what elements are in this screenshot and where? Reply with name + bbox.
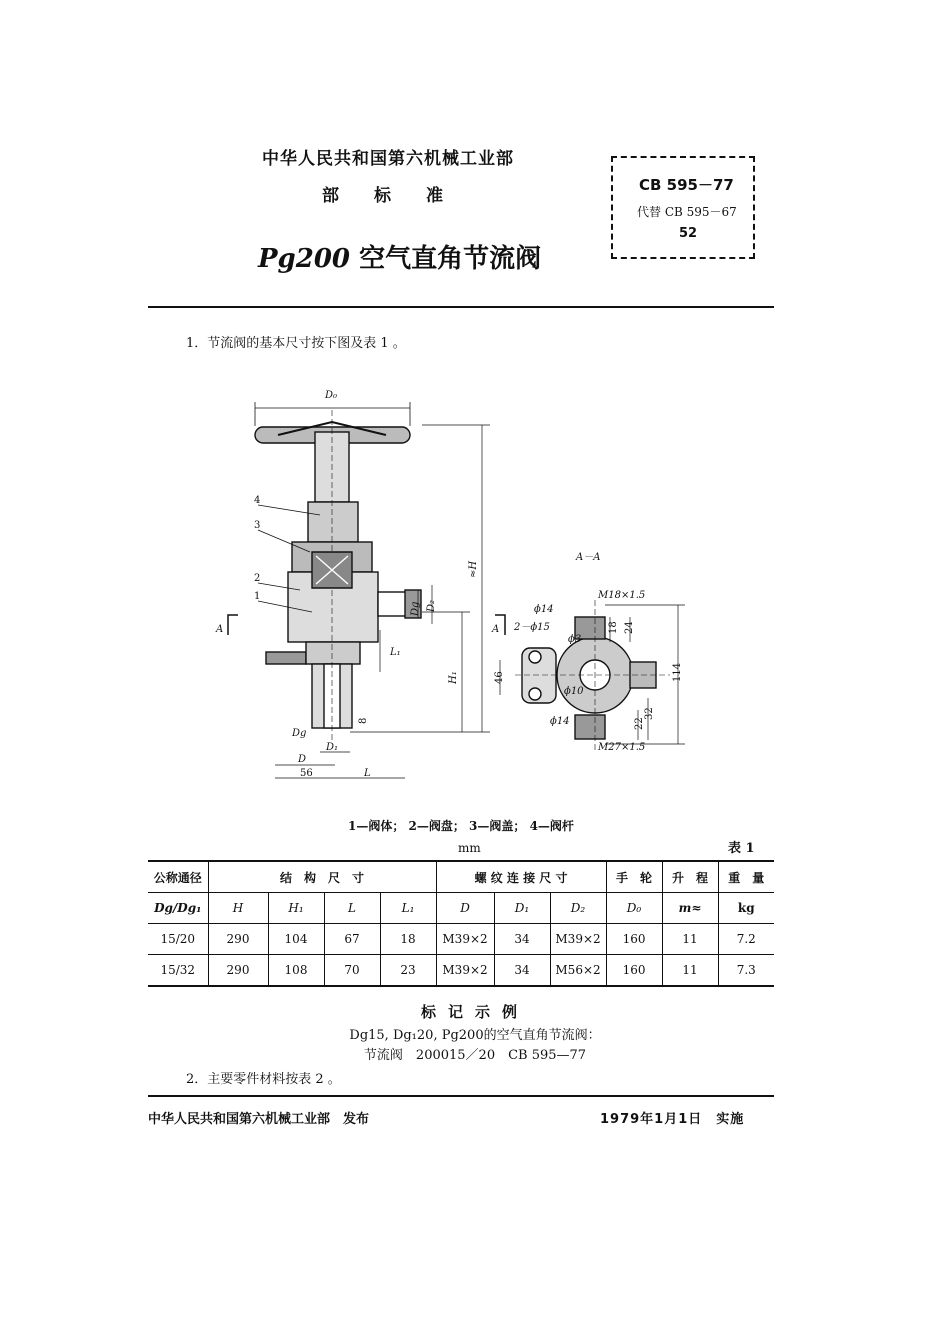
cell: 108 — [268, 955, 324, 987]
cell: 7.2 — [718, 924, 774, 955]
part-label-3: 3 — [254, 520, 261, 531]
standard-type — [322, 181, 478, 206]
cell: 11 — [662, 955, 718, 987]
part-label-4: 4 — [254, 495, 261, 506]
cell: M39×2 — [436, 924, 494, 955]
valve-body — [266, 410, 421, 740]
header-handwheel: 手 轮 — [606, 861, 662, 893]
table-row — [148, 955, 774, 987]
table-label: 表 1 — [728, 841, 755, 856]
header-nominal: 公称通径 — [148, 861, 208, 893]
cell: 7.3 — [718, 955, 774, 987]
subheader-l1: L₁ — [380, 893, 436, 924]
cell: 18 — [380, 924, 436, 955]
cell: 70 — [324, 955, 380, 987]
dim-h1: H₁ — [448, 671, 459, 684]
cell: 34 — [494, 924, 550, 955]
header-weight: 重 量 — [718, 861, 774, 893]
standard-number: 52 — [679, 226, 698, 241]
subheader-h: H — [208, 893, 268, 924]
marking-example-line-1: Dg15, Dg₁20, Pg200的空气直角节流阀： — [349, 1028, 601, 1043]
section-2-text: 2．主要零件材料按表 2 。 — [186, 1072, 341, 1087]
table-unit: mm — [458, 841, 481, 855]
section-1-text: 1．节流阀的基本尺寸按下图及表 1 。 — [186, 336, 406, 351]
dim-24: 24 — [624, 621, 635, 634]
cell: 160 — [606, 924, 662, 955]
table-row — [148, 924, 774, 955]
dim-h-approx: ≈H — [468, 560, 479, 578]
header-rule — [148, 306, 774, 308]
dim-114: 114 — [672, 662, 683, 682]
document-title — [258, 238, 541, 275]
dim-32: 32 — [644, 707, 655, 720]
part-label-1: 1 — [254, 591, 261, 602]
subheader-d0: D₀ — [606, 893, 662, 924]
dim-phi14-bottom: ϕ14 — [550, 716, 570, 727]
header-lift: 升 程 — [662, 861, 718, 893]
publisher: 中华人民共和国第六机械工业部 发布 — [148, 1112, 370, 1127]
standard-type-char-2: 标 — [374, 186, 391, 206]
cell: M56×2 — [550, 955, 606, 987]
dim-m18: M18×1.5 — [598, 590, 646, 601]
subheader-weight: kg — [718, 893, 774, 924]
dim-phi14-top: ϕ14 — [534, 604, 554, 615]
dim-56: 56 — [300, 768, 313, 779]
cell: 15/32 — [148, 955, 208, 987]
dim-8: 8 — [358, 717, 369, 724]
dim-phi10: ϕ10 — [564, 686, 584, 697]
dim-46: 46 — [494, 671, 505, 684]
standard-code: CB 595－77 — [639, 176, 734, 194]
standard-type-char-1: 部 — [322, 186, 339, 206]
cell: M39×2 — [436, 955, 494, 987]
title-main: 空气直角节流阀 — [359, 244, 542, 274]
dim-l: L — [364, 768, 371, 779]
subheader-d2: D₂ — [550, 893, 606, 924]
cell: 11 — [662, 924, 718, 955]
subheader-lift: m≈ — [662, 893, 718, 924]
marking-example-title: 标记示例 — [420, 1003, 529, 1021]
dim-l1: L₁ — [390, 647, 401, 658]
subheader-d: D — [436, 893, 494, 924]
dim-d: D — [298, 754, 307, 765]
section-mark-right: A — [492, 624, 500, 635]
subheader-h1: H₁ — [268, 893, 324, 924]
section-title: A－A — [576, 552, 601, 563]
dim-d0: D₀ — [325, 390, 338, 401]
cell: 23 — [380, 955, 436, 987]
marking-example-line-2: 节流阀 200015／20 CB 595—77 — [363, 1048, 587, 1063]
dim-dg-bottom: Dg — [292, 728, 307, 739]
subheader-l: L — [324, 893, 380, 924]
dim-dg: Dg — [410, 601, 421, 616]
replaces-code: 代替 CB 595－67 — [637, 205, 737, 219]
dim-phi3: ϕ3 — [568, 634, 582, 645]
dim-d2: D₂ — [426, 599, 437, 612]
valve-drawing — [200, 380, 710, 800]
cell: 67 — [324, 924, 380, 955]
subheader-nominal: Dg/Dg₁ — [148, 893, 208, 924]
section-mark-left: A — [216, 624, 224, 635]
cell: M39×2 — [550, 924, 606, 955]
cell: 160 — [606, 955, 662, 987]
ministry-header: 中华人民共和国第六机械工业部 — [262, 149, 514, 169]
header-thread: 螺 纹 连 接 尺 寸 — [436, 861, 606, 893]
footer-rule — [148, 1095, 774, 1097]
standard-code-box — [611, 156, 755, 259]
cell: 290 — [208, 955, 268, 987]
cell: 34 — [494, 955, 550, 987]
table-group-header-row — [148, 861, 774, 893]
dim-m27: M27×1.5 — [598, 742, 646, 753]
dim-18: 18 — [608, 621, 619, 634]
dimension-table — [148, 860, 774, 987]
title-pressure-class: Pg200 — [258, 244, 351, 274]
parts-legend: 1—阀体； 2—阀盘； 3—阀盖； 4—阀杆 — [348, 819, 574, 833]
standard-type-char-3: 准 — [426, 186, 443, 206]
effective-date: 1979年1月1日 实施 — [600, 1112, 745, 1127]
cell: 290 — [208, 924, 268, 955]
header-structure: 结 构 尺 寸 — [208, 861, 436, 893]
subheader-d1: D₁ — [494, 893, 550, 924]
cell: 104 — [268, 924, 324, 955]
dim-d1: D₁ — [326, 742, 339, 753]
dim-22: 22 — [634, 717, 645, 730]
table-sub-header-row — [148, 893, 774, 924]
dim-phi15: 2－ϕ15 — [514, 622, 550, 633]
part-label-2: 2 — [254, 573, 261, 584]
cell: 15/20 — [148, 924, 208, 955]
